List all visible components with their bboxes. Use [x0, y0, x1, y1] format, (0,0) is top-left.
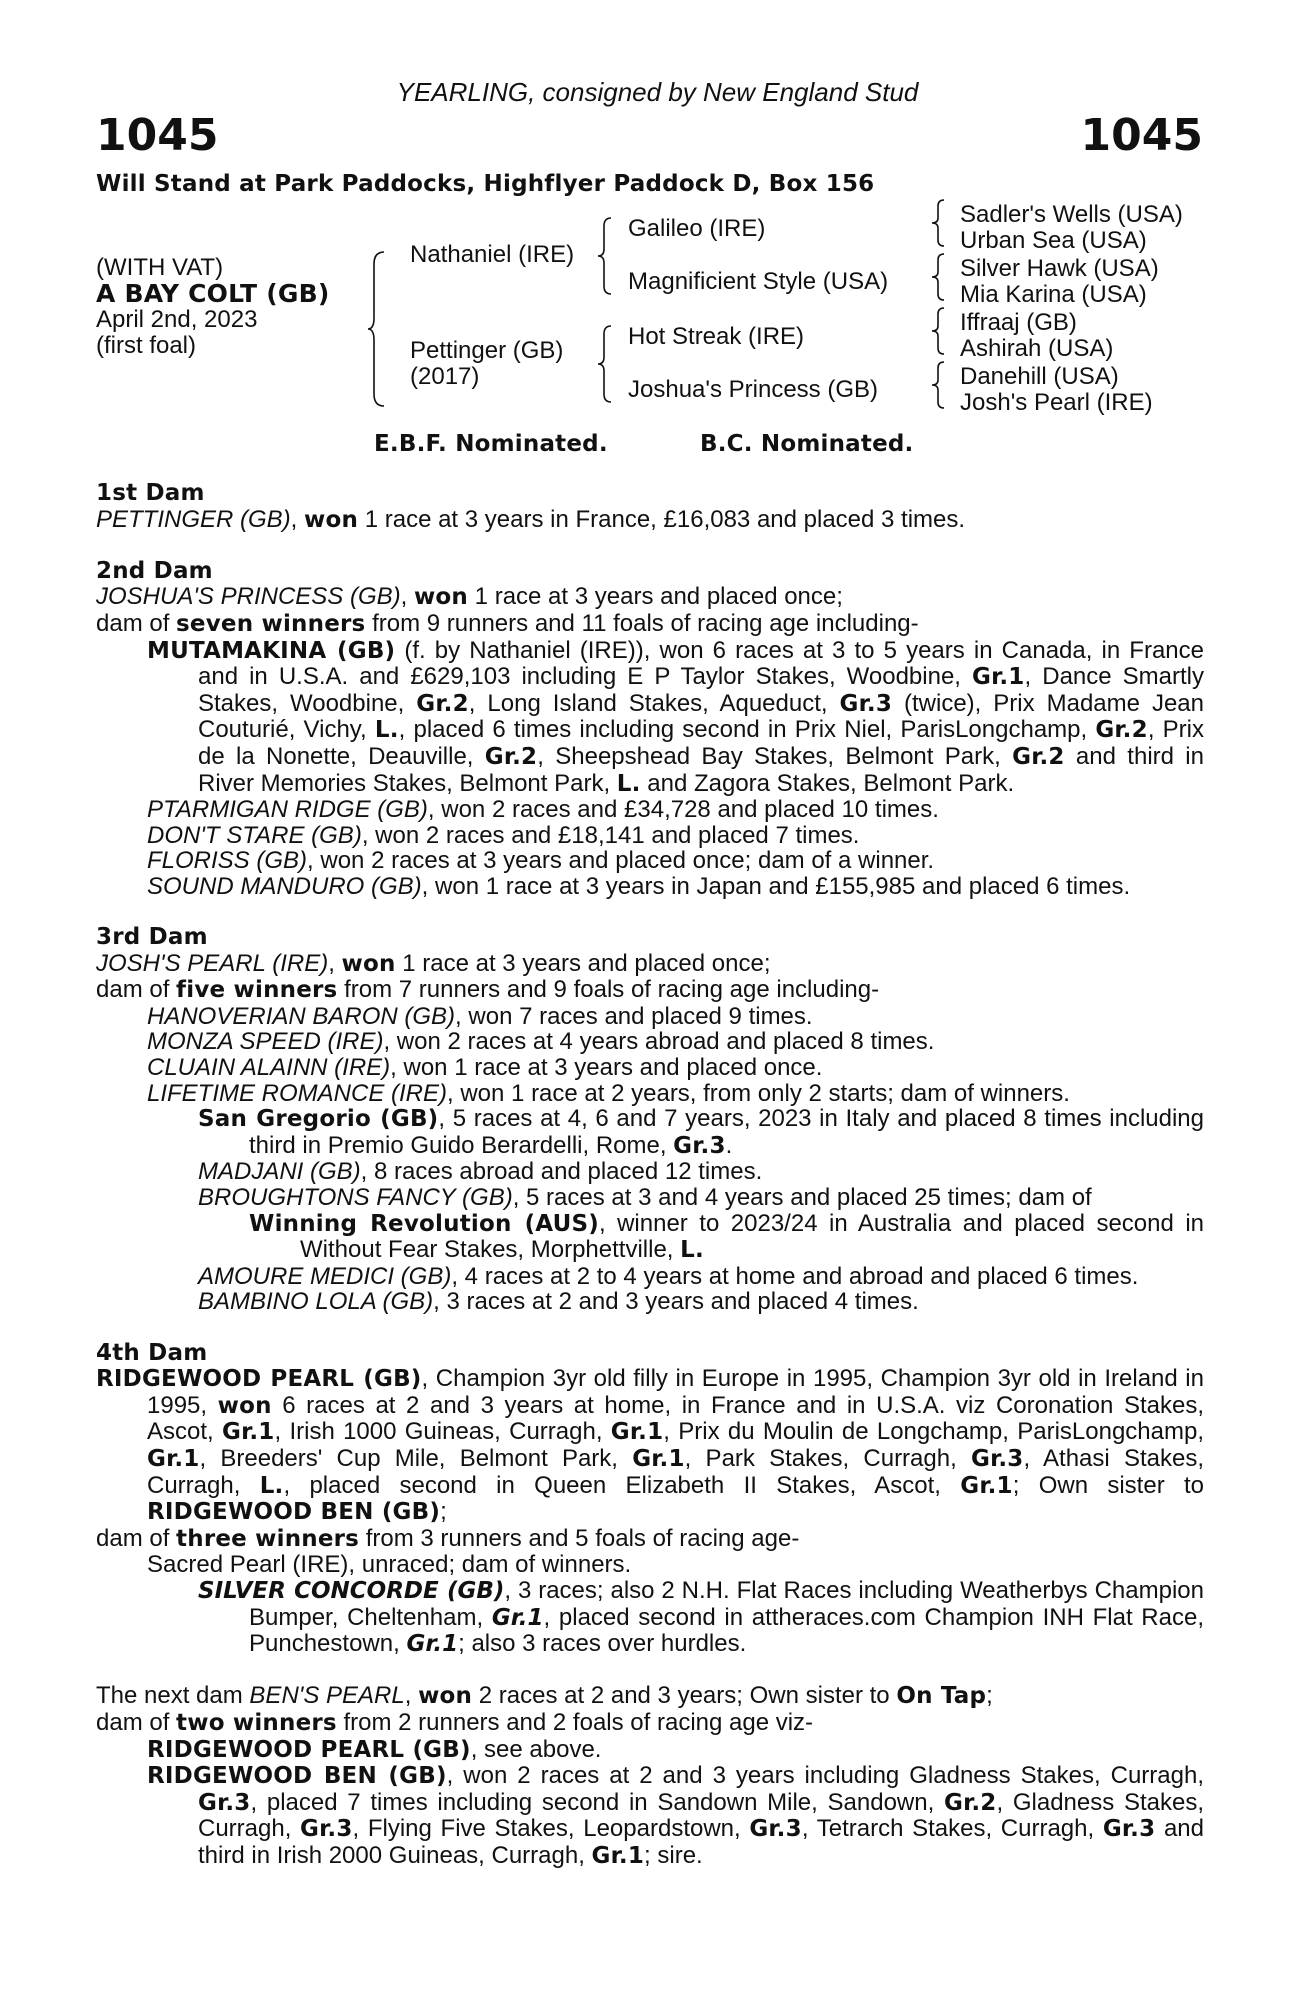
sound-manduro-entry: SOUND MANDURO (GB), won 1 race at 3 years in Japan and £155,985 and placed 6 times. [147, 872, 1131, 900]
mutamakina-name: MUTAMAKINA (GB) [147, 637, 396, 664]
fourth-dam-heading: 4th Dam [96, 1339, 208, 1366]
pedigree-g1: Sadler's Wells (USA) [960, 201, 1183, 228]
vat-note: (WITH VAT) [96, 254, 224, 281]
second-dam-name: JOSHUA'S PRINCESS (GB) [96, 583, 401, 611]
lot-number-right: 1045 [1080, 110, 1203, 161]
lifetime-romance-entry: LIFETIME ROMANCE (IRE), won 1 race at 2 years, from only 2 starts; dam of winners. [147, 1079, 1070, 1107]
pedigree-g5: Iffraaj (GB) [960, 309, 1077, 336]
second-dam-entry: JOSHUA'S PRINCESS (GB), won 1 race at 3 years and placed once; [96, 583, 843, 611]
cluain-alainn-entry: CLUAIN ALAINN (IRE), won 1 race at 3 years and placed once. [147, 1054, 823, 1082]
madjani-entry: MADJANI (GB), 8 races abroad and placed 12 times. [198, 1158, 763, 1186]
hanoverian-baron-entry: HANOVERIAN BARON (GB), won 7 races and placed 9 times. [147, 1002, 813, 1030]
first-dam-name: PETTINGER (GB) [96, 505, 291, 533]
catalogue-body [96, 481, 1204, 1869]
amoure-medici-entry: AMOURE MEDICI (GB), 4 races at 2 to 4 years at home and abroad and placed 6 times. [198, 1262, 1139, 1290]
pedigree-sire-dam: Magnificient Style (USA) [628, 268, 889, 295]
produce-text: from 9 runners and 11 foals of racing age including- [365, 609, 919, 637]
bc-nomination: B.C. Nominated. [700, 431, 914, 457]
consignment-line: YEARLING, consigned by New England Stud [396, 77, 919, 107]
pedigree-g4: Mia Karina (USA) [960, 281, 1147, 308]
pedigree-g3: Silver Hawk (USA) [960, 255, 1159, 282]
won-label: won [413, 584, 469, 611]
pedigree-brace-sire [596, 216, 614, 296]
silver-concorde-entry: SILVER CONCORDE (GB), 3 races; also 2 N.H. Flat Races including Weatherbys Champion Bumper, Cheltenham, Gr.1, placed second in attheraces.com Champion INH Flat Race, Punchestown, Gr.1; also 3 races over hurdles. [198, 1576, 1205, 1658]
san-gregorio-entry: San Gregorio (GB), 5 races at 4, 6 and 7 years, 2023 in Italy and placed 8 times including third in Premio Guido Berardelli, Rome, Gr.3. [198, 1105, 1205, 1159]
mutamakina-entry: MUTAMAKINA (GB) (f. by Nathaniel (IRE)), won 6 races at 3 to 5 years in Canada, in France and in U.S.A. and £629,103 including E P Taylor Stakes, Woodbine, Gr.1, Dance Smartly Stakes, Woodbine, Gr.2, Long Island Stakes, Aqueduct, Gr.3 (twice), Prix Madame Jean Couturié, Vichy, L., placed 6 times including second in Prix Niel, ParisLongchamp, Gr.2, Prix de la Nonette, Deauville, Gr.2, Sheepshead Bay Stakes, Belmont Park, Gr.2 and third in River Memories Stakes, Belmont Park, L. and Zagora Stakes, Belmont Park. [147, 636, 1205, 797]
pedigree-brace-g3 [930, 306, 946, 356]
foal-note: (first foal) [96, 332, 197, 359]
ebf-nomination: E.B.F. Nominated. [374, 431, 608, 457]
fourth-dam-produce: dam of three winners from 3 runners and 5 foals of racing age- [96, 1524, 800, 1552]
second-dam-produce [96, 611, 1204, 638]
horse-info [96, 255, 329, 359]
pedigree-brace-g2 [930, 252, 946, 302]
winning-revolution-entry: Winning Revolution (AUS), winner to 2023/24 in Australia and placed second in Without Fear Stakes, Morphettville, L. [249, 1209, 1205, 1264]
pedigree-brace-main [366, 250, 388, 408]
ridgewood-ben-entry: RIDGEWOOD BEN (GB), won 2 races at 2 and 3 years including Gladness Stakes, Curragh, Gr.3, placed 7 times including second in Sandown Mile, Sandown, Gr.2, Gladness Stakes, Curragh, Gr.3, Flying Five Stakes, Leopardstown, Gr.3, Tetrarch Stakes, Curragh, Gr.3 and third in Irish 2000 Guineas, Curragh, Gr.1; sire. [147, 1762, 1205, 1869]
second-dam-heading: 2nd Dam [96, 557, 213, 584]
pedigree-g8: Josh's Pearl (IRE) [960, 389, 1153, 416]
third-dam-produce: dam of five winners from 7 runners and 9 foals of racing age including- [96, 976, 880, 1004]
pedigree-g2: Urban Sea (USA) [960, 227, 1147, 254]
third-dam-entry: JOSH'S PEARL (IRE), won 1 race at 3 years and placed once; [96, 949, 771, 977]
won-label: won [304, 506, 359, 533]
first-dam-heading: 1st Dam [96, 480, 205, 506]
pedigree-brace-g4 [930, 360, 946, 410]
floriss-entry: FLORISS (GB), won 2 races at 3 years and placed once; dam of a winner. [147, 847, 935, 875]
bambino-lola-entry: BAMBINO LOLA (GB), 3 races at 2 and 3 years and placed 4 times. [198, 1288, 919, 1316]
foaling-date: April 2nd, 2023 [96, 306, 258, 333]
pedigree-g7: Danehill (USA) [960, 363, 1119, 390]
third-dam-heading: 3rd Dam [96, 924, 208, 951]
first-dam-text: 1 race at 3 years in France, £16,083 and placed 3 times. [358, 505, 966, 533]
ridgewood-pearl-entry: RIDGEWOOD PEARL (GB), Champion 3yr old filly in Europe in 1995, Champion 3yr old in Ireland in 1995, won 6 races at 2 and 3 years at home, in France and in U.S.A. viz Coronation Stakes, Ascot, Gr.1, Irish 1000 Guineas, Curragh, Gr.1, Prix du Moulin de Longchamp, ParisLongchamp, Gr.1, Breeders' Cup Mile, Belmont Park, Gr.1, Park Stakes, Curragh, Gr.3, Athasi Stakes, Curragh, L., placed second in Queen Elizabeth II Stakes, Ascot, Gr.1; Own sister to RIDGEWOOD BEN (GB); [96, 1365, 1205, 1526]
lot-number-left: 1045 [96, 110, 219, 161]
first-dam-entry: PETTINGER (GB), won 1 race at 3 years in France, £16,083 and placed 3 times. [96, 505, 966, 533]
pedigree-brace-g1 [930, 198, 946, 248]
broughtons-fancy-entry: BROUGHTONS FANCY (GB), 5 races at 3 and 4 years and placed 25 times; dam of [198, 1184, 1092, 1212]
dont-stare-entry: DON'T STARE (GB), won 2 races and £18,141 and placed 7 times. [147, 821, 860, 849]
ridgewood-pearl-ref: RIDGEWOOD PEARL (GB), see above. [147, 1735, 602, 1763]
horse-name: A BAY COLT (GB) [96, 279, 330, 308]
second-dam-text: 1 race at 3 years and placed once; [468, 583, 843, 611]
pedigree-dam: Pettinger (GB) [410, 337, 564, 364]
sacred-pearl-entry: Sacred Pearl (IRE), unraced; dam of winners. [147, 1551, 632, 1579]
pedigree-g6: Ashirah (USA) [960, 335, 1114, 362]
next-dam-entry: The next dam BEN'S PEARL, won 2 races at 2 and 3 years; Own sister to On Tap; [96, 1682, 993, 1710]
pedigree-sire-sire: Galileo (IRE) [628, 215, 766, 242]
pedigree-dam-sire: Hot Streak (IRE) [628, 323, 805, 350]
dam-of-label: dam of [96, 609, 177, 637]
stand-location: Will Stand at Park Paddocks, Highflyer Paddock D, Box 156 [96, 171, 875, 197]
monza-speed-entry: MONZA SPEED (IRE), won 2 races at 4 years abroad and placed 8 times. [147, 1028, 935, 1056]
pedigree-sire: Nathaniel (IRE) [410, 241, 575, 268]
next-dam-produce: dam of two winners from 2 runners and 2 foals of racing age viz- [96, 1708, 814, 1736]
winner-count: seven winners [176, 610, 366, 637]
pedigree-brace-dam [596, 324, 614, 404]
pedigree-dam-dam: Joshua's Princess (GB) [628, 376, 878, 403]
ptarmigan-ridge-entry: PTARMIGAN RIDGE (GB), won 2 races and £34,728 and placed 10 times. [147, 796, 939, 824]
pedigree-dam-year: (2017) [410, 363, 480, 390]
